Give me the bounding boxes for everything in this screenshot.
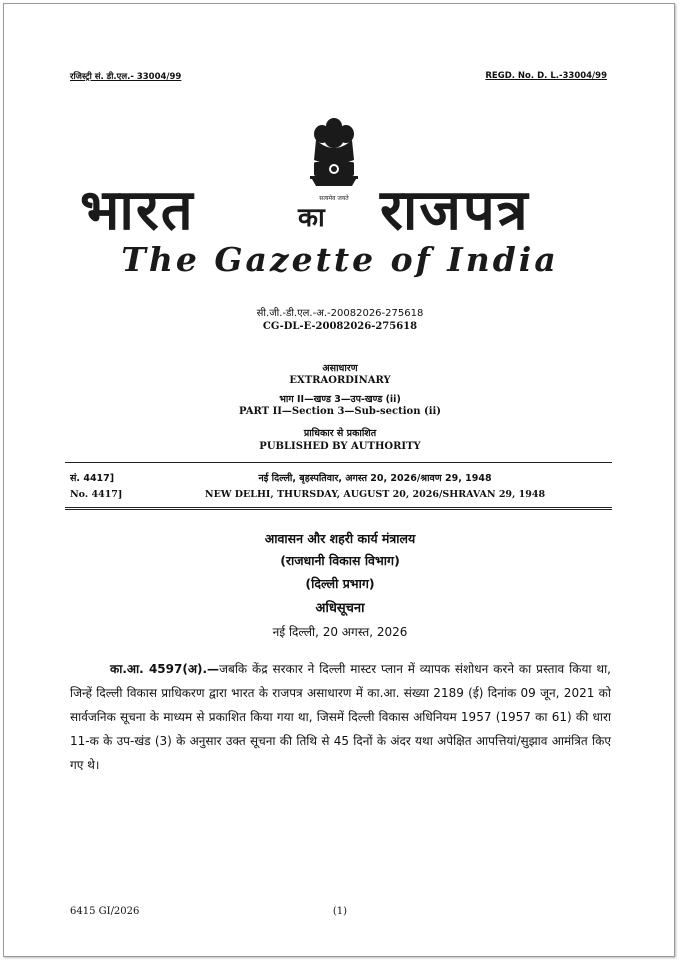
part-section-hindi: भाग II—खण्ड 3—उप-खण्ड (ii) (279, 394, 401, 405)
emblem-motto: सत्यमेव जयते (319, 195, 349, 202)
notification-text: जबकि केंद्र सरकार ने दिल्ली मास्टर प्लान में व्यापक संशोधन करने का प्रस्ताव किया था, जिन्हें दिल्ली विकास प्राधिकरण द्वारा भारत के राजपत्र असाधारण में का.आ. संख्या 2189 (ई) दिनांक 09 जून, 2021 को सार्वजनिक सूचना के माध्यम से प्रकाशित किया गया था, जिसमें दिल्ली विकास अधिनियम 1957 (1957 का 61) की धारा 11-क के उप-खंड (3) के अनुसार उक्त सूचना की तिथि से 45 दिनों के अंदर यथा अपेक्षित आपत्तियां/सुझाव आमंत्रित किए गए थे। (70, 662, 611, 772)
extraordinary-english: EXTRAORDINARY (289, 375, 391, 386)
extraordinary-hindi: असाधारण (322, 363, 358, 374)
notification-title: अधिसूचना (315, 601, 365, 616)
wing-heading: (दिल्ली प्रभाग) (305, 576, 375, 591)
cg-code-english: CG-DL-E-20082026-275618 (262, 321, 418, 332)
issue-date-english: NEW DELHI, THURSDAY, AUGUST 20, 2026/SHRAVAN 29, 1948 (204, 489, 546, 500)
issue-number-english: No. 4417] (70, 489, 123, 500)
page-number: (1) (332, 906, 348, 917)
footer-code: 6415 GI/2026 (70, 906, 140, 917)
part-section-english: PART II—Section 3—Sub-section (ii) (238, 406, 442, 417)
cg-code-hindi: सी.जी.-डी.एल.-अ.-20082026-275618 (256, 308, 424, 319)
issue-date-hindi: नई दिल्ली, बृहस्पतिवार, अगस्त 20, 2026/श्रावण 29, 1948 (258, 473, 492, 484)
ministry-heading: आवासन और शहरी कार्य मंत्रालय (264, 531, 416, 546)
department-heading: (राजधानी विकास विभाग) (280, 553, 400, 568)
published-by-authority-hindi: प्राधिकार से प्रकाशित (303, 428, 377, 439)
registration-number-english: REGD. No. D. L.-33004/99 (485, 71, 607, 81)
notification-body (70, 657, 611, 777)
issue-number-hindi: सं. 4417] (70, 473, 115, 484)
published-by-authority-english: PUBLISHED BY AUTHORITY (259, 441, 421, 452)
place-date: नई दिल्ली, 20 अगस्त, 2026 (272, 625, 408, 639)
registration-number-hindi: रजिस्ट्री सं. डी.एल.- 33004/99 (70, 72, 182, 82)
so-number: का.आ. 4597(अ).— (110, 662, 220, 676)
masthead-rajpatra: राजपत्र (380, 178, 530, 243)
masthead-hindi (80, 170, 600, 243)
divider-top (65, 462, 612, 463)
divider-bottom-double (65, 509, 612, 510)
masthead-english: The Gazette of India (121, 240, 559, 279)
masthead-ka: का (298, 203, 325, 233)
divider-bottom (65, 507, 612, 508)
masthead-bharat: भारत (80, 178, 195, 243)
